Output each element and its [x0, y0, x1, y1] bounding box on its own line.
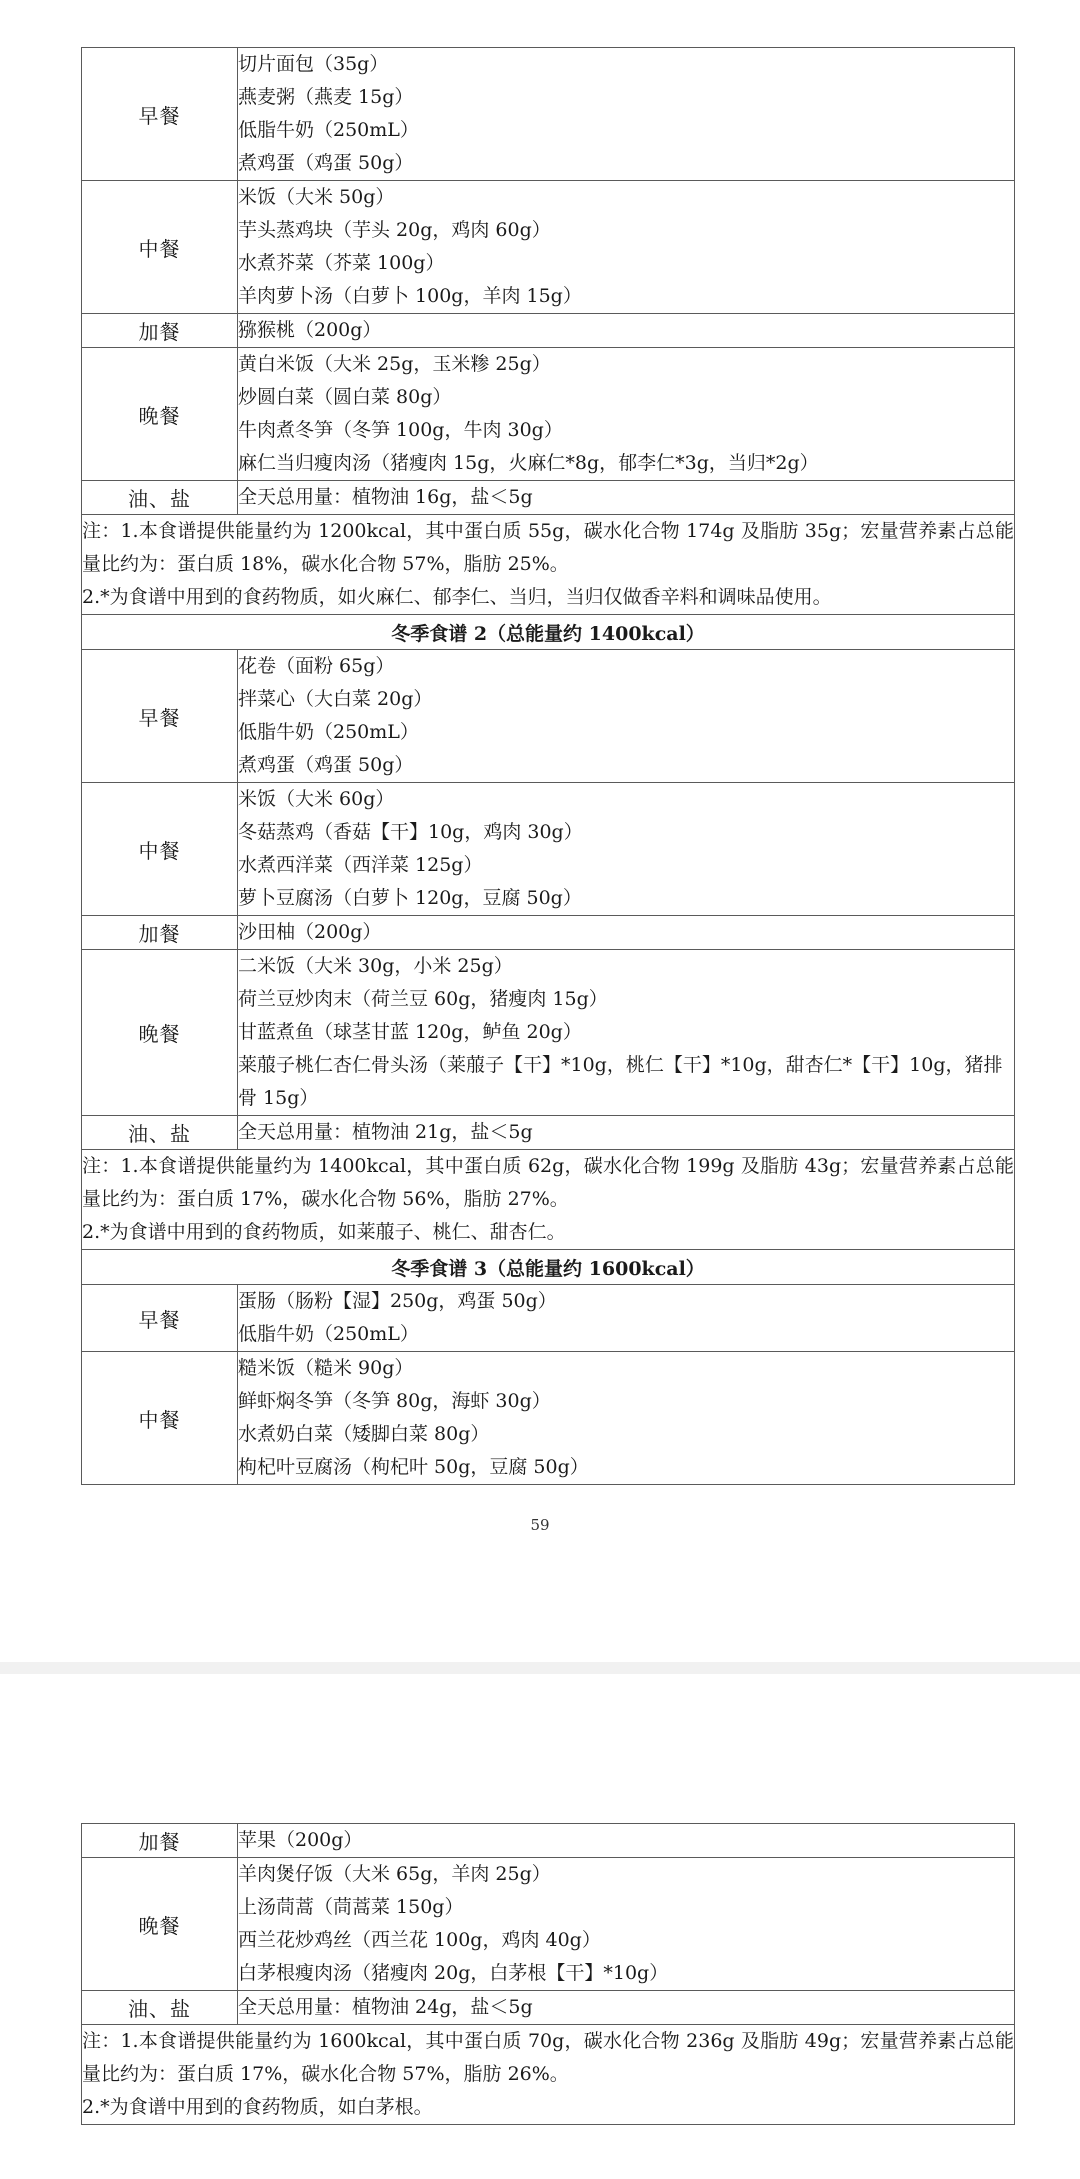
menu-note: [82, 515, 1015, 615]
list-item: 猕猴桃（200g）: [238, 319, 382, 341]
meal-items: [238, 48, 1015, 181]
list-item: 糙米饭（糙米 90g）: [238, 1357, 414, 1379]
table-row: [82, 950, 1015, 1116]
list-item: 白茅根瘦肉汤（猪瘦肉 20g，白茅根【干】*10g）: [238, 1962, 669, 1984]
list-item: 沙田柚（200g）: [238, 921, 382, 943]
meal-items: [238, 1285, 1015, 1352]
note-line: 2.*为食谱中用到的食药物质，如莱菔子、桃仁、甜杏仁。: [82, 1221, 566, 1243]
page-number: 59: [530, 1516, 550, 1534]
list-item: 蛋肠（肠粉【湿】250g，鸡蛋 50g）: [238, 1290, 557, 1312]
meal-label-oil-salt: 油、盐: [82, 1116, 238, 1150]
meal-items: [238, 481, 1015, 515]
list-item: 二米饭（大米 30g，小米 25g）: [238, 955, 513, 977]
meal-items: [238, 916, 1015, 950]
table-row: [82, 314, 1015, 348]
table-row: [82, 650, 1015, 783]
list-item: 全天总用量：植物油 24g，盐＜5g: [238, 1996, 533, 2018]
list-item: 枸杞叶豆腐汤（枸杞叶 50g，豆腐 50g）: [238, 1456, 589, 1478]
note-line: 2.*为食谱中用到的食药物质，如白茅根。: [82, 2096, 433, 2118]
meal-items: [238, 181, 1015, 314]
list-item: 麻仁当归瘦肉汤（猪瘦肉 15g，火麻仁*8g，郁李仁*3g，当归*2g）: [238, 452, 819, 474]
meal-items: [238, 348, 1015, 481]
note-line: 2.*为食谱中用到的食药物质，如火麻仁、郁李仁、当归，当归仅做香辛料和调味品使用。: [82, 586, 832, 608]
meal-items: [238, 1991, 1015, 2025]
meal-label-dinner: 晚餐: [82, 950, 238, 1116]
menu-note: [82, 2025, 1015, 2125]
list-item: 芋头蒸鸡块（芋头 20g，鸡肉 60g）: [238, 219, 551, 241]
table-row: [82, 1824, 1015, 1858]
list-item: 米饭（大米 50g）: [238, 186, 395, 208]
list-item: 甘蓝煮鱼（球茎甘蓝 120g，鲈鱼 20g）: [238, 1021, 582, 1043]
meal-items: [238, 1858, 1015, 1991]
meal-label-lunch: 中餐: [82, 181, 238, 314]
page-separator: [0, 1662, 1080, 1674]
list-item: 荷兰豆炒肉末（荷兰豆 60g，猪瘦肉 15g）: [238, 988, 608, 1010]
table-row: [82, 481, 1015, 515]
list-item: 萝卜豆腐汤（白萝卜 120g，豆腐 50g）: [238, 887, 582, 909]
meal-items: [238, 650, 1015, 783]
meal-label-oil-salt: 油、盐: [82, 1991, 238, 2025]
list-item: 苹果（200g）: [238, 1829, 363, 1851]
meal-items: [238, 1352, 1015, 1485]
list-item: 黄白米饭（大米 25g，玉米糁 25g）: [238, 353, 551, 375]
table-row: [82, 916, 1015, 950]
list-item: 炒圆白菜（圆白菜 80g）: [238, 386, 452, 408]
meal-label-snack: 加餐: [82, 314, 238, 348]
menu-title: 冬季食谱 3（总能量约 1600kcal）: [82, 1250, 1015, 1285]
table-row-note: [82, 2025, 1015, 2125]
meal-items: [238, 1824, 1015, 1858]
meal-label-oil-salt: 油、盐: [82, 481, 238, 515]
table-row: [82, 1116, 1015, 1150]
table-row: [82, 1352, 1015, 1485]
table-row-title: [82, 1250, 1015, 1285]
list-item: 煮鸡蛋（鸡蛋 50g）: [238, 152, 414, 174]
list-item: 羊肉萝卜汤（白萝卜 100g，羊肉 15g）: [238, 285, 582, 307]
table-row: [82, 1858, 1015, 1991]
list-item: 切片面包（35g）: [238, 53, 389, 75]
meal-label-snack: 加餐: [82, 1824, 238, 1858]
meal-label-lunch: 中餐: [82, 1352, 238, 1485]
list-item: 米饭（大米 60g）: [238, 788, 395, 810]
table-row: [82, 1285, 1015, 1352]
document-page-60: [0, 1674, 1080, 2179]
meal-items: [238, 783, 1015, 916]
meal-label-breakfast: 早餐: [82, 48, 238, 181]
winter-menu-table-page2: [81, 1823, 1015, 2125]
meal-items: [238, 314, 1015, 348]
meal-label-dinner: 晚餐: [82, 1858, 238, 1991]
menu-note: [82, 1150, 1015, 1250]
meal-items: [238, 950, 1015, 1116]
list-item: 全天总用量：植物油 21g，盐＜5g: [238, 1121, 533, 1143]
list-item: 拌菜心（大白菜 20g）: [238, 688, 433, 710]
meal-label-snack: 加餐: [82, 916, 238, 950]
note-line: 注：1.本食谱提供能量约为 1200kcal，其中蛋白质 55g，碳水化合物 174g 及脂肪 35g；宏量营养素占总能量比约为：蛋白质 18%，碳水化合物 57%，脂肪 25%。: [82, 520, 1014, 575]
menu-title: 冬季食谱 2（总能量约 1400kcal）: [82, 615, 1015, 650]
note-line: 注：1.本食谱提供能量约为 1600kcal，其中蛋白质 70g，碳水化合物 236g 及脂肪 49g；宏量营养素占总能量比约为：蛋白质 17%，碳水化合物 57%，脂肪 26%。: [82, 2030, 1014, 2085]
meal-label-dinner: 晚餐: [82, 348, 238, 481]
list-item: 莱菔子桃仁杏仁骨头汤（莱菔子【干】*10g，桃仁【干】*10g，甜杏仁*【干】10g，猪排骨 15g）: [238, 1054, 1003, 1109]
list-item: 水煮西洋菜（西洋菜 125g）: [238, 854, 483, 876]
list-item: 花卷（面粉 65g）: [238, 655, 395, 677]
note-line: 注：1.本食谱提供能量约为 1400kcal，其中蛋白质 62g，碳水化合物 199g 及脂肪 43g；宏量营养素占总能量比约为：蛋白质 17%，碳水化合物 56%，脂肪 27%。: [82, 1155, 1014, 1210]
list-item: 上汤茼蒿（茼蒿菜 150g）: [238, 1896, 464, 1918]
list-item: 鲜虾焖冬笋（冬笋 80g，海虾 30g）: [238, 1390, 551, 1412]
table-row: [82, 1991, 1015, 2025]
table-row-note: [82, 515, 1015, 615]
meal-items: [238, 1116, 1015, 1150]
table-row: [82, 181, 1015, 314]
list-item: 水煮奶白菜（矮脚白菜 80g）: [238, 1423, 490, 1445]
table-row-title: [82, 615, 1015, 650]
meal-label-lunch: 中餐: [82, 783, 238, 916]
table-row: [82, 48, 1015, 181]
table-row: [82, 348, 1015, 481]
list-item: 冬菇蒸鸡（香菇【干】10g，鸡肉 30g）: [238, 821, 583, 843]
table-row-note: [82, 1150, 1015, 1250]
winter-menu-table-page1: [81, 47, 1015, 1485]
list-item: 煮鸡蛋（鸡蛋 50g）: [238, 754, 414, 776]
list-item: 西兰花炒鸡丝（西兰花 100g，鸡肉 40g）: [238, 1929, 601, 1951]
list-item: 牛肉煮冬笋（冬笋 100g，牛肉 30g）: [238, 419, 563, 441]
list-item: 燕麦粥（燕麦 15g）: [238, 86, 414, 108]
list-item: 全天总用量：植物油 16g，盐＜5g: [238, 486, 533, 508]
table-row: [82, 783, 1015, 916]
list-item: 水煮芥菜（芥菜 100g）: [238, 252, 445, 274]
list-item: 低脂牛奶（250mL）: [238, 721, 419, 743]
meal-label-breakfast: 早餐: [82, 650, 238, 783]
meal-label-breakfast: 早餐: [82, 1285, 238, 1352]
list-item: 羊肉煲仔饭（大米 65g，羊肉 25g）: [238, 1863, 551, 1885]
list-item: 低脂牛奶（250mL）: [238, 1323, 419, 1345]
list-item: 低脂牛奶（250mL）: [238, 119, 419, 141]
